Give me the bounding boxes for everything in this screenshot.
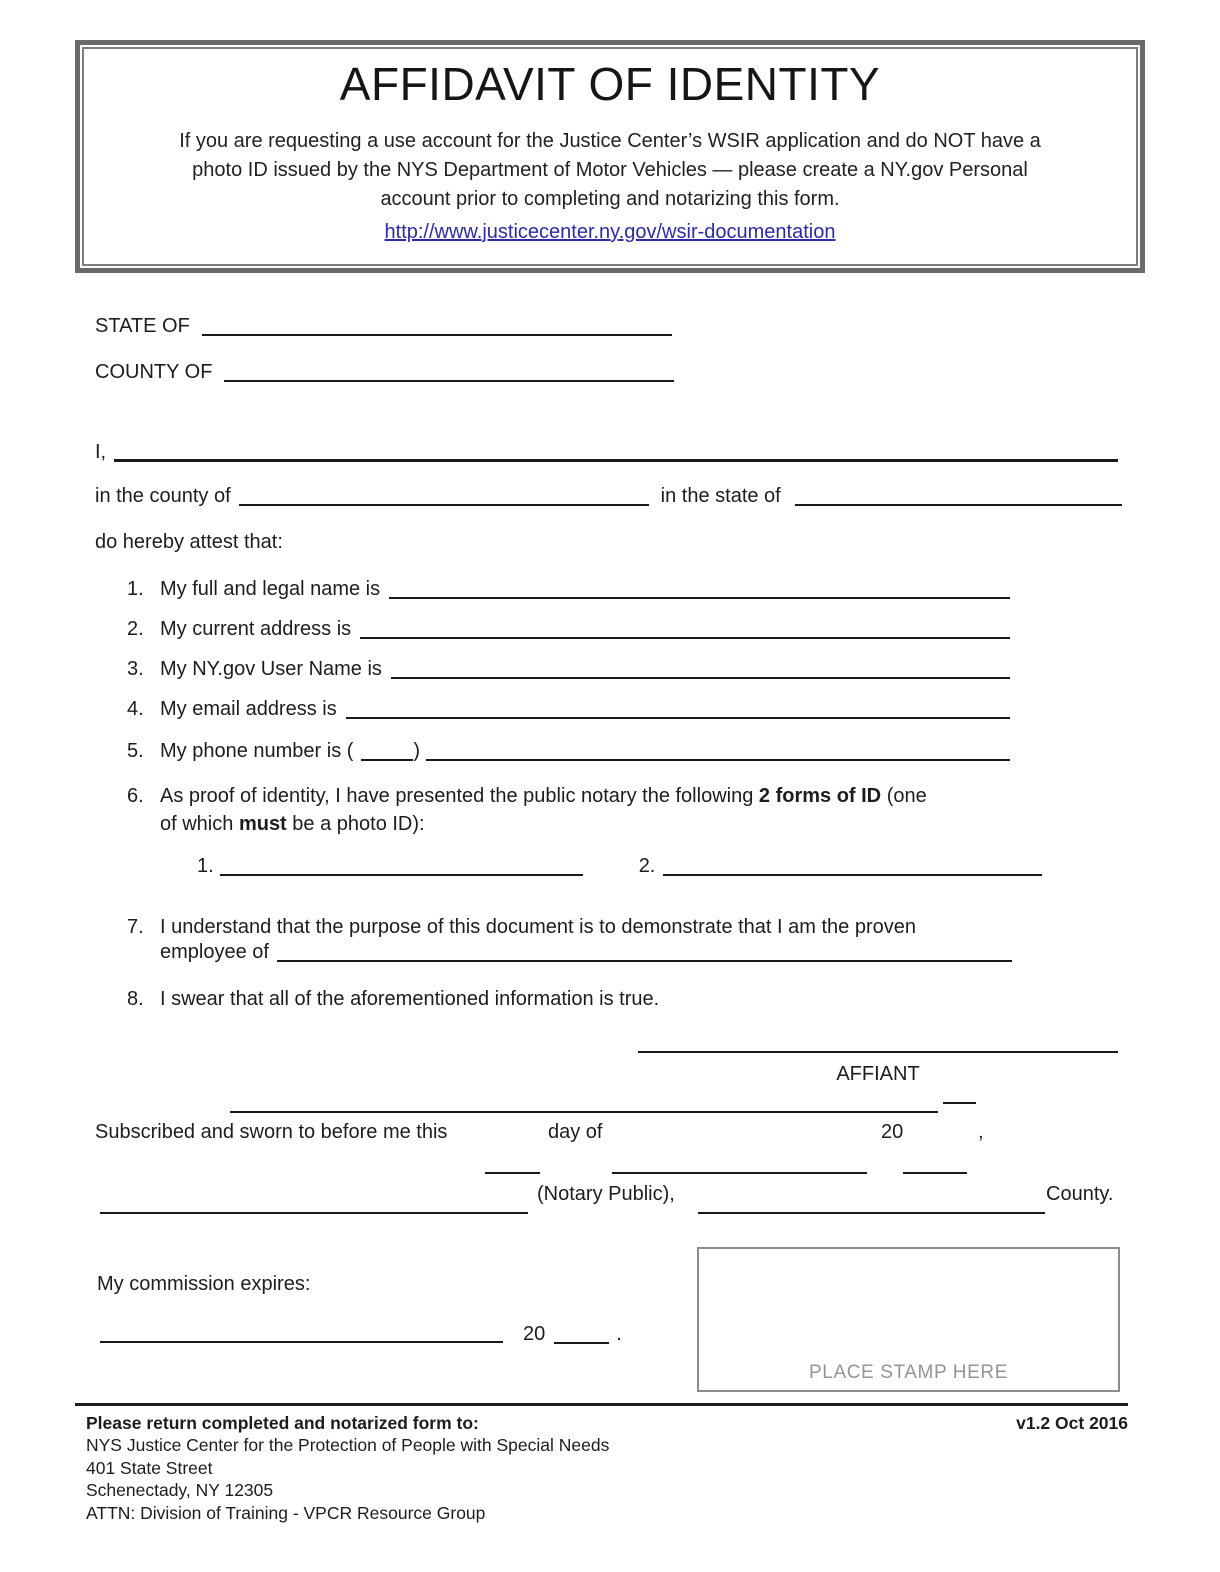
- employer-blank[interactable]: [277, 960, 1012, 962]
- footer-org: NYS Justice Center for the Protection of People with Special Needs: [86, 1435, 610, 1456]
- in-state-label: in the state of: [660, 485, 781, 507]
- item-8-number: 8.: [127, 988, 144, 1010]
- footer-attn: ATTN: Division of Training - VPCR Resource Group: [86, 1502, 486, 1523]
- intro-line-3: account prior to completing and notarizing this form.: [380, 188, 840, 210]
- item-6-text-1: As proof of identity, I have presented the public notary the following 2 forms of ID (one: [160, 785, 927, 807]
- sworn-date-line[interactable]: [230, 1111, 938, 1113]
- in-county-label: in the county of: [95, 485, 231, 507]
- item-3-label: My NY.gov User Name is: [160, 658, 382, 680]
- item-4-number: 4.: [127, 698, 144, 720]
- stamp-box: [697, 1247, 1120, 1392]
- item-1: [127, 575, 1010, 603]
- item-2: [127, 615, 1010, 643]
- item-7-number: 7.: [127, 916, 144, 938]
- item-6-id-blanks-row: [197, 852, 1042, 880]
- item-5-number: 5.: [127, 740, 144, 762]
- state-blank[interactable]: [202, 334, 672, 336]
- item-7-line-2: [160, 938, 1012, 966]
- return-to-label: Please return completed and notarized form to:: [86, 1413, 479, 1433]
- version-label: v1.2 Oct 2016: [1016, 1413, 1128, 1433]
- item-7-line-1: [127, 913, 916, 941]
- legal-name-blank[interactable]: [389, 597, 1010, 599]
- notary-county-line[interactable]: [698, 1212, 1045, 1214]
- item-6-bold-must: must: [238, 813, 287, 835]
- item-7-employee-label: employee of: [160, 941, 269, 963]
- commission-date-line[interactable]: [100, 1341, 503, 1343]
- footer-street: 401 State Street: [86, 1457, 213, 1478]
- item-2-number: 2.: [127, 618, 144, 640]
- area-code-blank[interactable]: [361, 759, 413, 761]
- documentation-link[interactable]: http://www.justicecenter.ny.gov/wsir-documentation: [384, 221, 836, 243]
- item-6-text-2: of which must be a photo ID):: [160, 813, 425, 835]
- id-1-blank[interactable]: [220, 874, 583, 876]
- subscribed-text: Subscribed and sworn to before me this: [95, 1121, 448, 1143]
- item-3-number: 3.: [127, 658, 144, 680]
- item-5-close-paren: ): [413, 740, 421, 762]
- county-of-label: COUNTY OF: [95, 361, 213, 383]
- day-of-label: day of: [548, 1121, 603, 1143]
- state-of-row: [95, 312, 695, 340]
- notary-blank-3[interactable]: [903, 1172, 967, 1174]
- affiant-label: AFFIANT: [836, 1063, 920, 1085]
- item-7-text: I understand that the purpose of this document is to demonstrate that I am the proven: [160, 916, 917, 938]
- id-2-number: 2.: [638, 855, 656, 877]
- item-8: [127, 985, 659, 1013]
- intro-line-2: photo ID issued by the NYS Department of Motor Vehicles — please create a NY.gov Personal: [192, 159, 1028, 181]
- item-6-number: 6.: [127, 785, 144, 807]
- item-6-line-1: [127, 782, 927, 810]
- header-box: [75, 40, 1145, 273]
- commission-period: .: [616, 1323, 622, 1345]
- intro-text: [84, 127, 1136, 214]
- phone-blank[interactable]: [426, 759, 1010, 761]
- commission-label: My commission expires:: [97, 1273, 311, 1295]
- county-of-row: [95, 358, 695, 386]
- header-box-inner: [82, 47, 1138, 266]
- footer-city: Schenectady, NY 12305: [86, 1480, 274, 1501]
- item-4: [127, 695, 1010, 723]
- notary-blank-2[interactable]: [612, 1172, 867, 1174]
- affiant-signature-line[interactable]: [638, 1051, 1118, 1053]
- year-prefix: 20: [881, 1121, 904, 1143]
- name-blank[interactable]: [114, 459, 1118, 462]
- item-6-bold-forms: 2 forms of ID: [758, 785, 882, 807]
- intro-line-1: If you are requesting a use account for the Justice Center’s WSIR application and do NOT have a: [179, 130, 1041, 152]
- item-8-text: I swear that all of the aforementioned information is true.: [160, 988, 660, 1010]
- county-state-row: [95, 482, 1122, 510]
- in-county-blank[interactable]: [239, 504, 649, 506]
- notary-signature-line[interactable]: [100, 1212, 528, 1214]
- county-blank[interactable]: [224, 380, 674, 382]
- item-4-label: My email address is: [160, 698, 337, 720]
- item-5-label: My phone number is (: [160, 740, 354, 762]
- attest-row: [95, 528, 283, 556]
- item-5: [127, 737, 1010, 765]
- footer: [86, 1412, 1128, 1524]
- name-row: [95, 438, 1118, 466]
- footer-divider: [75, 1403, 1128, 1406]
- in-state-blank[interactable]: [795, 504, 1122, 506]
- item-3: [127, 655, 1010, 683]
- county-suffix-label: County.: [1046, 1183, 1114, 1205]
- state-of-label: STATE OF: [95, 315, 190, 337]
- commission-year-prefix: 20: [523, 1323, 546, 1345]
- commission-year-row: [523, 1320, 643, 1348]
- item-1-number: 1.: [127, 578, 144, 600]
- email-blank[interactable]: [346, 717, 1010, 719]
- id-2-blank[interactable]: [663, 874, 1042, 876]
- id-1-number: 1.: [197, 855, 214, 877]
- item-2-label: My current address is: [160, 618, 352, 640]
- sworn-year-line[interactable]: [943, 1102, 976, 1104]
- i-label: I,: [95, 441, 107, 463]
- notary-public-label: (Notary Public),: [537, 1183, 675, 1205]
- stamp-label: PLACE STAMP HERE: [809, 1362, 1008, 1383]
- commission-year-blank[interactable]: [554, 1342, 609, 1344]
- item-6-line-2: [160, 810, 425, 838]
- year-comma: ,: [978, 1121, 984, 1143]
- attest-label: do hereby attest that:: [95, 531, 283, 553]
- notary-blank-1[interactable]: [485, 1172, 540, 1174]
- page-title: AFFIDAVIT OF IDENTITY: [339, 58, 881, 110]
- nygov-username-blank[interactable]: [391, 677, 1010, 679]
- address-blank[interactable]: [360, 637, 1010, 639]
- item-1-label: My full and legal name is: [160, 578, 381, 600]
